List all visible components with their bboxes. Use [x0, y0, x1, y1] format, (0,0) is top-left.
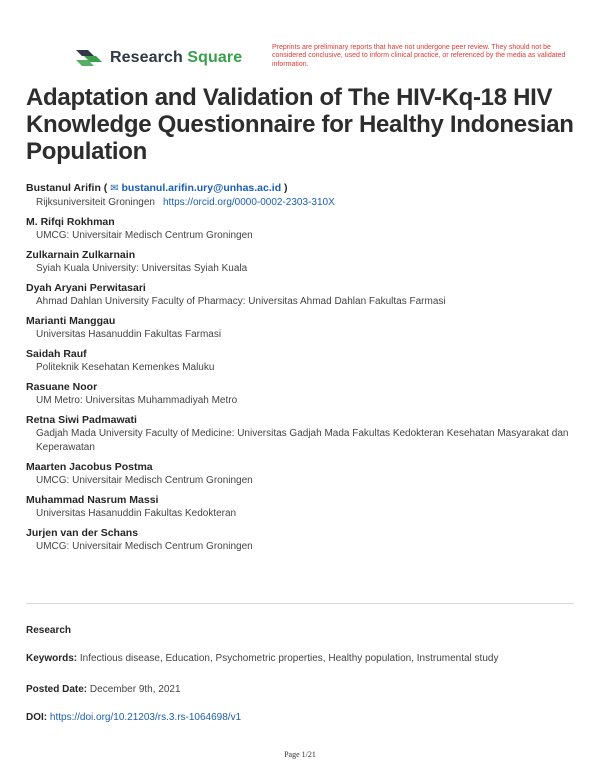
posted-date-line	[26, 683, 181, 697]
author-entry: Bustanul Arifin ( ✉ bustanul.arifin.ury@unhas.ac.id ) Rijksuniversiteit Groningen https://orcid.org/0000-0002-2303-310X	[26, 182, 335, 208]
page-number: Page 1/21	[284, 750, 316, 759]
author-name: Saidah Rauf	[26, 348, 87, 360]
author-entry	[26, 248, 586, 276]
author-affiliation: Syiah Kuala University: Universitas Syiah Kuala	[36, 263, 248, 274]
author-name: Retna Siwi Padmawati	[26, 414, 137, 426]
author-affiliation: UMCG: Universitair Medisch Centrum Groningen	[36, 230, 253, 241]
research-square-logo[interactable]	[74, 46, 242, 70]
author-affiliation: UMCG: Universitair Medisch Centrum Groningen	[36, 541, 253, 552]
author-affiliation: Ahmad Dahlan University Faculty of Pharmacy: Universitas Ahmad Dahlan Fakultas Farmasi	[36, 296, 446, 307]
research-square-logo-icon	[74, 46, 104, 70]
posted-date-value: December 9th, 2021	[89, 684, 181, 695]
author-affiliation: Politeknik Kesehatan Kemenkes Maluku	[36, 362, 215, 373]
author-name: Marianti Manggau	[26, 315, 116, 327]
author-entry	[26, 215, 586, 243]
keywords-line	[26, 652, 498, 666]
preprint-disclaimer: Preprints are preliminary reports that have not undergone peer review. They should not be considered conclusive, used to inform clinical practice, or referenced by the media as validated information.	[272, 44, 566, 68]
author-name: Zulkarnain Zulkarnain	[26, 249, 136, 261]
author-email-link[interactable]: bustanul.arifin.ury@unhas.ac.id	[121, 182, 282, 194]
author-affiliation: Universitas Hasanuddin Fakultas Kedokteran	[36, 508, 237, 519]
author-name: Muhammad Nasrum Massi	[26, 494, 159, 506]
author-entry	[26, 493, 586, 521]
email-icon: ✉	[110, 183, 119, 194]
author-name: Rasuane Noor	[26, 381, 98, 393]
author-entry	[26, 347, 586, 375]
doi-label: DOI:	[26, 712, 48, 723]
logo-text: Research Square	[110, 49, 243, 66]
author-entry	[26, 413, 586, 455]
doi-link[interactable]: https://doi.org/10.21203/rs.3.rs-1064698/v1	[49, 712, 242, 723]
paper-title: Adaptation and Validation of The HIV-Kq-18 HIV Knowledge Questionnaire for Healthy Indonesian Population	[26, 84, 574, 165]
author-entry	[26, 281, 586, 309]
doi-line	[26, 711, 241, 725]
keywords-value: Infectious disease, Education, Psychometric properties, Healthy population, Instrumental study	[79, 653, 499, 664]
author-list	[26, 181, 586, 559]
author-name: Dyah Aryani Perwitasari	[26, 282, 146, 294]
posted-date-label: Posted Date:	[26, 684, 88, 695]
author-name: M. Rifqi Rokhman	[26, 216, 115, 228]
author-affiliation: Universitas Hasanuddin Fakultas Farmasi	[36, 329, 222, 340]
keywords-label: Keywords:	[26, 653, 78, 664]
author-name: Jurjen van der Schans	[26, 527, 139, 539]
article-type: Research	[26, 625, 72, 636]
author-affiliation: UM Metro: Universitas Muhammadiyah Metro	[36, 395, 238, 406]
author-entry	[26, 526, 586, 554]
author-affiliation: Gadjah Mada University Faculty of Medicine: Universitas Gadjah Mada Fakultas Kedokteran Kesehatan Masyarakat dan Keperawatan	[36, 428, 569, 453]
author-entry	[26, 314, 586, 342]
author-affiliation: UMCG: Universitair Medisch Centrum Groningen	[36, 475, 253, 486]
author-entry	[26, 460, 586, 488]
author-affiliation: Rijksuniversiteit Groningen	[36, 197, 155, 208]
section-divider	[26, 603, 574, 604]
author-entry	[26, 380, 586, 408]
author-name: Bustanul Arifin	[26, 182, 101, 194]
orcid-link[interactable]: https://orcid.org/0000-0002-2303-310X	[162, 197, 335, 208]
author-name: Maarten Jacobus Postma	[26, 461, 153, 473]
